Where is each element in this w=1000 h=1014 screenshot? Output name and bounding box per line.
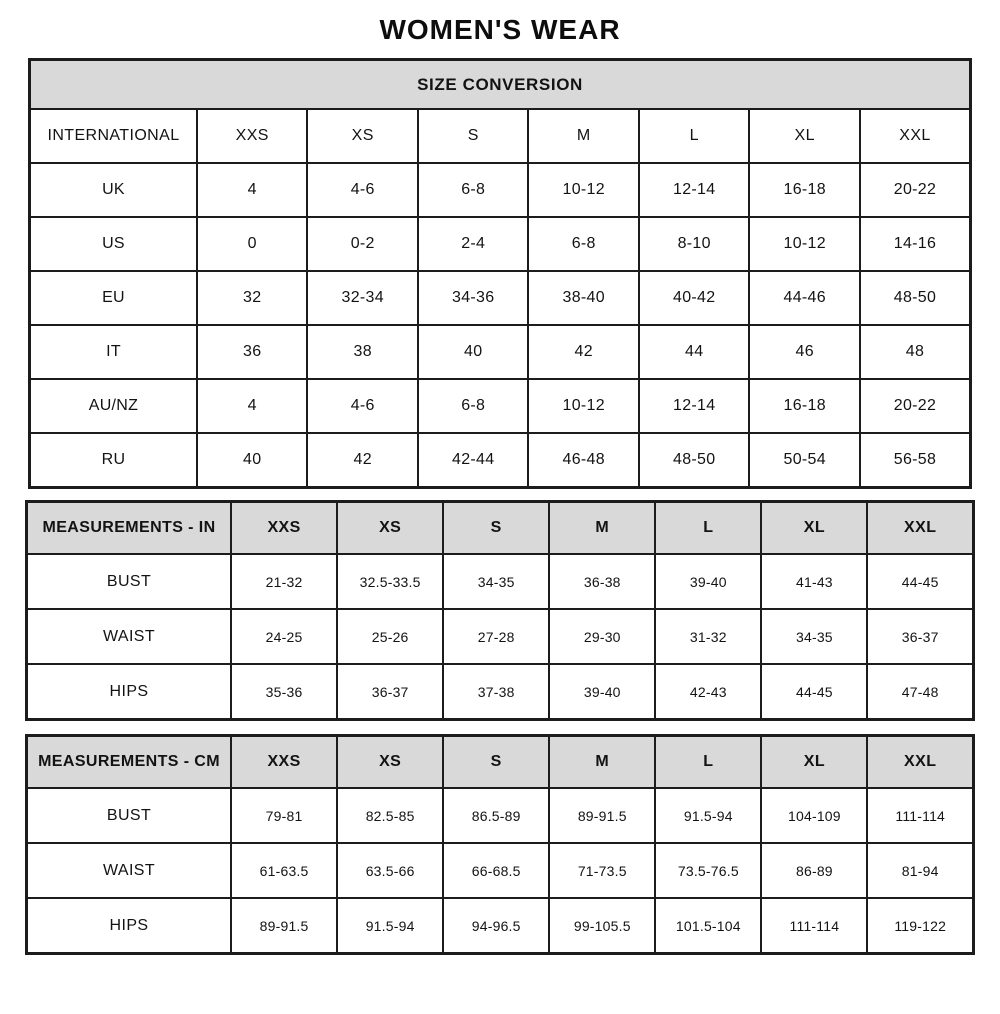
value-cell: 10-12	[749, 217, 860, 271]
value-cell: 2-4	[418, 217, 529, 271]
value-cell: 111-114	[867, 788, 973, 843]
value-cell: 86-89	[761, 843, 867, 898]
value-cell: 4	[197, 379, 308, 433]
value-cell: 4-6	[307, 163, 418, 217]
size-conversion-table	[28, 58, 972, 489]
value-cell: 104-109	[761, 788, 867, 843]
row-label-cell: UK	[30, 163, 197, 217]
value-cell: 42	[307, 433, 418, 488]
size-header-cell: L	[655, 502, 761, 555]
value-cell: 111-114	[761, 898, 867, 954]
value-cell: 66-68.5	[443, 843, 549, 898]
value-cell: 6-8	[418, 379, 529, 433]
size-header-cell: XXL	[867, 502, 973, 555]
value-cell: 86.5-89	[443, 788, 549, 843]
value-cell: 16-18	[749, 379, 860, 433]
value-cell: 44-45	[761, 664, 867, 720]
value-cell: 50-54	[749, 433, 860, 488]
measurements-cm-table	[25, 734, 975, 955]
table-row	[27, 554, 974, 609]
value-cell: 16-18	[749, 163, 860, 217]
table-row	[30, 379, 971, 433]
value-cell: 46	[749, 325, 860, 379]
table-row	[27, 609, 974, 664]
size-header-cell: XS	[337, 502, 443, 555]
value-cell: 71-73.5	[549, 843, 655, 898]
value-cell: 12-14	[639, 379, 750, 433]
value-cell: 73.5-76.5	[655, 843, 761, 898]
size-header-cell: XL	[761, 502, 867, 555]
value-cell: 29-30	[549, 609, 655, 664]
value-cell: 81-94	[867, 843, 973, 898]
size-header-cell: XS	[307, 109, 418, 163]
size-header-cell: XL	[749, 109, 860, 163]
value-cell: 0-2	[307, 217, 418, 271]
table-row	[30, 271, 971, 325]
size-header-cell: XXS	[231, 502, 337, 555]
table-row	[27, 898, 974, 954]
value-cell: 21-32	[231, 554, 337, 609]
value-cell: 44-45	[867, 554, 973, 609]
value-cell: 48-50	[639, 433, 750, 488]
size-header-cell: M	[528, 109, 639, 163]
value-cell: 48-50	[860, 271, 971, 325]
value-cell: 25-26	[337, 609, 443, 664]
table-row	[30, 325, 971, 379]
size-header-cell: XXL	[867, 736, 973, 789]
value-cell: 42-43	[655, 664, 761, 720]
row-label-cell: HIPS	[27, 664, 232, 720]
value-cell: 37-38	[443, 664, 549, 720]
value-cell: 89-91.5	[549, 788, 655, 843]
row-label-cell: BUST	[27, 788, 232, 843]
value-cell: 4	[197, 163, 308, 217]
header-label-cell: MEASUREMENTS - CM	[27, 736, 232, 789]
size-header-cell: XXS	[197, 109, 308, 163]
table-row	[30, 217, 971, 271]
size-header-cell: XL	[761, 736, 867, 789]
value-cell: 44	[639, 325, 750, 379]
size-header-cell: XXL	[860, 109, 971, 163]
value-cell: 94-96.5	[443, 898, 549, 954]
size-header-cell: L	[639, 109, 750, 163]
value-cell: 35-36	[231, 664, 337, 720]
value-cell: 32	[197, 271, 308, 325]
value-cell: 14-16	[860, 217, 971, 271]
value-cell: 44-46	[749, 271, 860, 325]
value-cell: 10-12	[528, 163, 639, 217]
row-label-cell: AU/NZ	[30, 379, 197, 433]
value-cell: 40-42	[639, 271, 750, 325]
value-cell: 46-48	[528, 433, 639, 488]
table-row	[27, 843, 974, 898]
table-row	[30, 433, 971, 488]
value-cell: 20-22	[860, 163, 971, 217]
value-cell: 32.5-33.5	[337, 554, 443, 609]
table-row	[30, 163, 971, 217]
value-cell: 89-91.5	[231, 898, 337, 954]
size-header-cell: L	[655, 736, 761, 789]
value-cell: 27-28	[443, 609, 549, 664]
size-header-cell: M	[549, 736, 655, 789]
value-cell: 91.5-94	[655, 788, 761, 843]
value-cell: 0	[197, 217, 308, 271]
size-header-cell: S	[418, 109, 529, 163]
value-cell: 4-6	[307, 379, 418, 433]
value-cell: 119-122	[867, 898, 973, 954]
row-label-cell: BUST	[27, 554, 232, 609]
row-label-cell: WAIST	[27, 609, 232, 664]
value-cell: 20-22	[860, 379, 971, 433]
size-header-cell: XXS	[231, 736, 337, 789]
value-cell: 8-10	[639, 217, 750, 271]
row-label-cell: WAIST	[27, 843, 232, 898]
value-cell: 36-38	[549, 554, 655, 609]
header-label-cell: MEASUREMENTS - IN	[27, 502, 232, 555]
size-header-cell: M	[549, 502, 655, 555]
size-header-cell: S	[443, 502, 549, 555]
value-cell: 32-34	[307, 271, 418, 325]
table-header-row	[30, 109, 971, 163]
value-cell: 101.5-104	[655, 898, 761, 954]
value-cell: 42-44	[418, 433, 529, 488]
value-cell: 39-40	[549, 664, 655, 720]
row-label-cell: US	[30, 217, 197, 271]
value-cell: 36-37	[867, 609, 973, 664]
table-banner: SIZE CONVERSION	[30, 60, 971, 110]
table-header-row	[27, 736, 974, 789]
value-cell: 34-35	[443, 554, 549, 609]
table-banner-row	[30, 60, 971, 110]
table-header-row	[27, 502, 974, 555]
value-cell: 24-25	[231, 609, 337, 664]
value-cell: 36-37	[337, 664, 443, 720]
value-cell: 47-48	[867, 664, 973, 720]
table-row	[27, 788, 974, 843]
value-cell: 38-40	[528, 271, 639, 325]
header-label-cell: INTERNATIONAL	[30, 109, 197, 163]
value-cell: 40	[418, 325, 529, 379]
value-cell: 39-40	[655, 554, 761, 609]
value-cell: 79-81	[231, 788, 337, 843]
value-cell: 56-58	[860, 433, 971, 488]
value-cell: 6-8	[418, 163, 529, 217]
row-label-cell: IT	[30, 325, 197, 379]
table-row	[27, 664, 974, 720]
size-header-cell: S	[443, 736, 549, 789]
size-header-cell: XS	[337, 736, 443, 789]
value-cell: 34-35	[761, 609, 867, 664]
value-cell: 10-12	[528, 379, 639, 433]
value-cell: 42	[528, 325, 639, 379]
value-cell: 41-43	[761, 554, 867, 609]
page-title: WOMEN'S WEAR	[379, 14, 621, 45]
value-cell: 31-32	[655, 609, 761, 664]
row-label-cell: HIPS	[27, 898, 232, 954]
value-cell: 34-36	[418, 271, 529, 325]
measurements-in-table	[25, 500, 975, 721]
value-cell: 12-14	[639, 163, 750, 217]
value-cell: 48	[860, 325, 971, 379]
value-cell: 82.5-85	[337, 788, 443, 843]
value-cell: 6-8	[528, 217, 639, 271]
value-cell: 38	[307, 325, 418, 379]
value-cell: 40	[197, 433, 308, 488]
row-label-cell: EU	[30, 271, 197, 325]
value-cell: 36	[197, 325, 308, 379]
value-cell: 91.5-94	[337, 898, 443, 954]
value-cell: 61-63.5	[231, 843, 337, 898]
value-cell: 99-105.5	[549, 898, 655, 954]
row-label-cell: RU	[30, 433, 197, 488]
value-cell: 63.5-66	[337, 843, 443, 898]
